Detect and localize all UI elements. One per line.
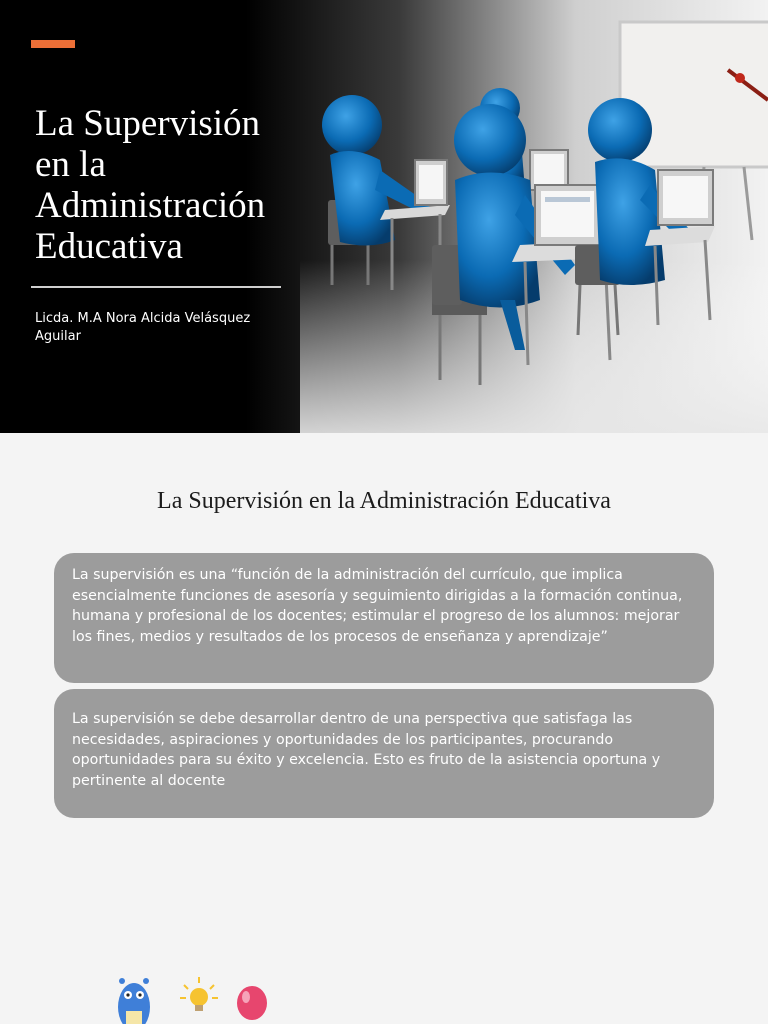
definition-box [54, 553, 714, 683]
balloon-icon [237, 986, 267, 1020]
cartoon-illustration [64, 937, 314, 1024]
slide-heading: La Supervisión en la Administración Educativa [157, 488, 611, 514]
perspective-text: La supervisión se debe desarrollar dentro de una perspectiva que satisfaga las necesidades, aspiraciones y oportunidades de los participantes, procurando oportunidades para su éxito y excelencia. Esto es fruto de la asistencia oportuna y pertinente al docente [72, 711, 661, 789]
author-name: Licda. M.A Nora Alcida Velásquez Aguilar [35, 311, 251, 344]
perspective-box [54, 689, 714, 818]
divider [31, 286, 281, 288]
title-slide [0, 0, 768, 433]
slide-title: La Supervisión en la Administración Educativa [35, 103, 266, 267]
content-slide [0, 433, 768, 1024]
accent-bar [31, 40, 75, 48]
definition-text: La supervisión es una “función de la administración del currículo, que implica esencialmente funciones de asesoría y seguimiento dirigidas a la formación continua, humana y profesional de los docentes; estimular el progreso de los alumnos: mejorar los fines, medios y resultados de los procesos de enseñanza y aprendizaje” [72, 567, 683, 645]
